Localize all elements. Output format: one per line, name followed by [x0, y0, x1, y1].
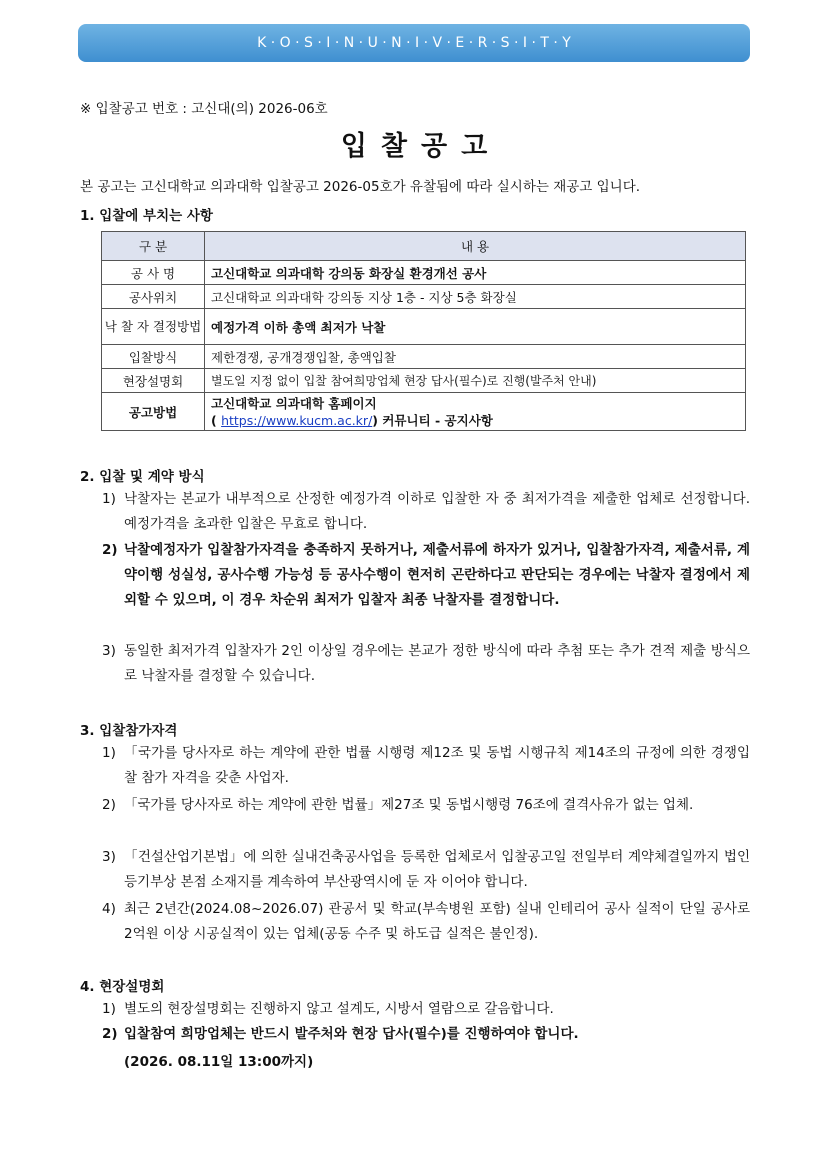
row-value: 고신대학교 의과대학 강의동 지상 1층 - 지상 5층 화장실: [205, 285, 746, 309]
homepage-name: 고신대학교 의과대학 홈페이지: [211, 395, 377, 411]
item-text: 「국가를 당사자로 하는 계약에 관한 법률 시행령 제12조 및 동법 시행규칙 제14조의 규정에 의한 경쟁입찰 참가 자격을 갖춘 사업자.: [124, 745, 750, 786]
col-category-header: 구 분: [102, 232, 205, 261]
row-label: 공 사 명: [102, 261, 205, 285]
item-number: 3): [102, 643, 116, 659]
item-text: 낙찰자는 본교가 내부적으로 산정한 예정가격 이하로 입찰한 자 중 최저가격을 제출한 업체로 선정합니다. 예정가격을 초과한 입찰은 무효로 합니다.: [124, 491, 750, 532]
list-item: [102, 793, 750, 818]
list-item: [102, 997, 750, 1022]
item-number: 2): [102, 1026, 118, 1042]
item-number: 4): [102, 901, 116, 917]
item-number: 1): [102, 1001, 116, 1017]
section1-heading: 1. 입찰에 부치는 사항: [80, 208, 213, 224]
row-label: 현장설명회: [102, 369, 205, 393]
row-label: 낙 찰 자 결정방법: [102, 309, 205, 345]
section2-heading: 2. 입찰 및 계약 방식: [80, 469, 205, 485]
university-banner: K · O · S · I · N · U · N · I · V · E · R · S · I · T · Y: [78, 24, 750, 62]
community-notice: ) 커뮤니티 - 공지사항: [372, 412, 493, 428]
deadline-text: (2026. 08.11일 13:00까지): [124, 1054, 314, 1070]
row-label: 공고방법: [102, 393, 205, 431]
list-item: [102, 487, 750, 537]
list-item: [102, 1022, 750, 1047]
row-label: 입찰방식: [102, 345, 205, 369]
item-number: 1): [102, 491, 116, 507]
page-title: 입찰공고: [340, 131, 502, 162]
item-number: 1): [102, 745, 116, 761]
item-text: 「국가를 당사자로 하는 계약에 관한 법률」제27조 및 동법시행령 76조에 결격사유가 없는 업체.: [124, 797, 694, 813]
table-header-row: [102, 232, 746, 261]
item-text: 별도의 현장설명회는 진행하지 않고 설계도, 시방서 열람으로 갈음합니다.: [124, 1001, 554, 1017]
table-row: [102, 345, 746, 369]
row-value: [205, 393, 746, 431]
item-number: 2): [102, 797, 116, 813]
list-item: [102, 538, 750, 613]
list-item: [102, 897, 750, 947]
item-text: 입찰참여 희망업체는 반드시 발주처와 현장 답사(필수)를 진행하여야 합니다.: [124, 1026, 579, 1042]
section4-heading: 4. 현장설명회: [80, 979, 165, 995]
table-row: [102, 369, 746, 393]
item-number: 3): [102, 849, 116, 865]
table-row: [102, 393, 746, 431]
bid-items-table: [101, 231, 746, 431]
homepage-line: [211, 412, 739, 429]
list-item: [102, 741, 750, 791]
list-item: [102, 845, 750, 895]
item-text: 「건설산업기본법」에 의한 실내건축공사업을 등록한 업체로서 입찰공고일 전일부터 계약체결일까지 법인등기부상 본점 소재지를 계속하여 부산광역시에 둔 자 이어야 합니다.: [124, 849, 750, 890]
homepage-link[interactable]: https://www.kucm.ac.kr/: [221, 412, 373, 428]
row-value: 제한경쟁, 공개경쟁입찰, 총액입찰: [205, 345, 746, 369]
section3-heading: 3. 입찰참가자격: [80, 723, 178, 739]
intro-text: 본 공고는 고신대학교 의과대학 입찰공고 2026-05호가 유찰됨에 따라 실시하는 재공고 입니다.: [80, 179, 641, 195]
item-text: 동일한 최저가격 입찰자가 2인 이상일 경우에는 본교가 정한 방식에 따라 추첨 또는 추가 견적 제출 방식으로 낙찰자를 결정할 수 있습니다.: [124, 643, 750, 684]
table-row: [102, 261, 746, 285]
table-row: [102, 285, 746, 309]
row-label: 공사위치: [102, 285, 205, 309]
item-text: 낙찰예정자가 입찰참가자격을 충족하지 못하거나, 제출서류에 하자가 있거나, 입찰참가자격, 제출서류, 계약이행 성실성, 공사수행 가능성 등 공사수행이 현저히 곤란하다고 판단되는 경우에는 낙찰자 결정에서 제외할 수 있으며, 이 경우 차순위 최저가 입찰자 최종 낙찰자를 결정합니다.: [124, 542, 750, 608]
paren-open: (: [211, 412, 222, 428]
item-text: 최근 2년간(2024.08~2026.07) 관공서 및 학교(부속병원 포함) 실내 인테리어 공사 실적이 단일 공사로 2억원 이상 시공실적이 있는 업체(공동 수주 및 하도급 실적은 불인정).: [124, 901, 750, 942]
row-value: 별도일 지정 없이 입찰 참여희망업체 현장 답사(필수)로 진행(발주처 안내): [205, 369, 746, 393]
list-item: [102, 639, 750, 689]
col-content-header: 내 용: [205, 232, 746, 261]
row-value: 예정가격 이하 총액 최저가 낙찰: [205, 309, 746, 345]
item-number: 2): [102, 542, 118, 558]
table-row: [102, 309, 746, 345]
notice-number: ※ 입찰공고 번호 : 고신대(의) 2026-06호: [80, 101, 328, 117]
row-value: 고신대학교 의과대학 강의동 화장실 환경개선 공사: [205, 261, 746, 285]
